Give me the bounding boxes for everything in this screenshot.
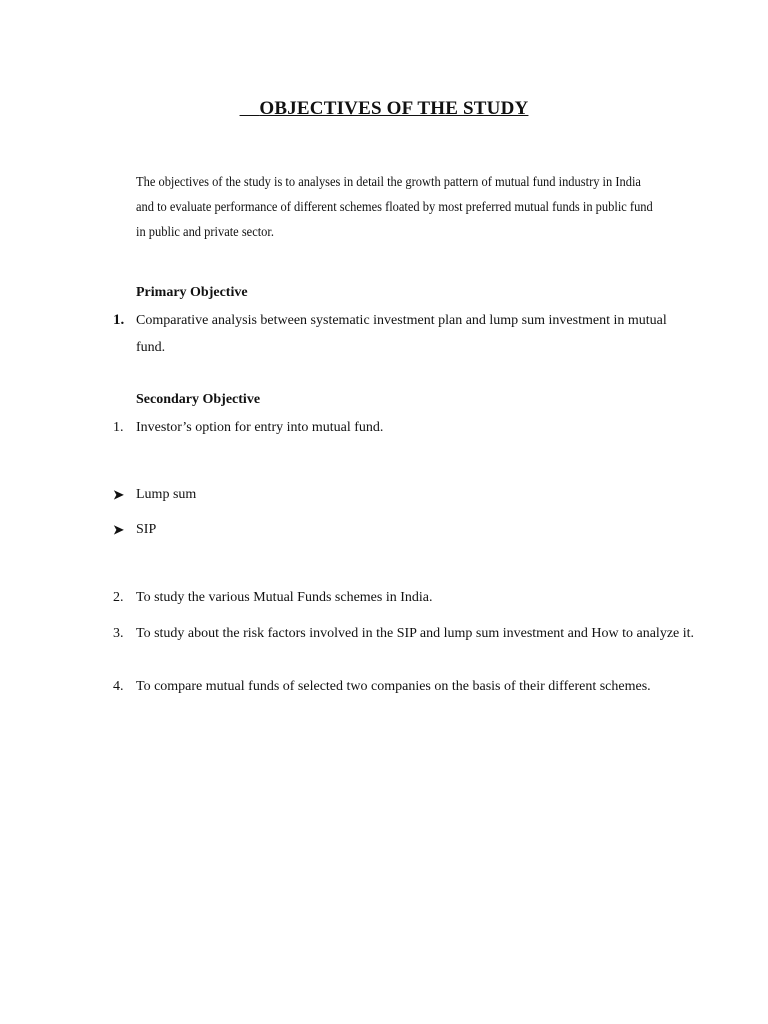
primary-objective-heading: Primary Objective (136, 285, 248, 300)
list-number: 4. (113, 679, 124, 694)
list-item-text: Comparative analysis between systematic investment plan and lump sum investment in mutual fund. (136, 313, 667, 355)
list-number: 2. (113, 590, 124, 605)
list-item-text: To study about the risk factors involved in the SIP and lump sum investment and How to analyze it. (136, 626, 695, 641)
title-text: OBJECTIVES OF THE STUDY (259, 98, 529, 119)
arrow-bullet-icon: ➤ (113, 487, 124, 502)
bullet-item-text: Lump sum (136, 487, 197, 502)
intro-paragraph: The objectives of the study is to analyses in detail the growth pattern of mutual fund industry in India and to evaluate performance of different schemes floated by most preferred mutual funds in public fund in public and private sector. (136, 174, 653, 239)
page-title (0, 98, 768, 120)
secondary-objective-heading: Secondary Objective (136, 392, 261, 407)
list-number: 1. (113, 420, 124, 435)
bullet-item-text: SIP (136, 522, 157, 537)
list-item-text: To compare mutual funds of selected two companies on the basis of their different schemes. (136, 679, 651, 694)
list-number: 3. (113, 626, 124, 641)
list-item-text: Investor’s option for entry into mutual fund. (136, 420, 384, 435)
arrow-bullet-icon: ➤ (113, 522, 124, 537)
list-item-text: To study the various Mutual Funds schemes in India. (136, 590, 433, 605)
title-underline-spacer (240, 98, 260, 119)
list-number: 1. (113, 312, 125, 328)
